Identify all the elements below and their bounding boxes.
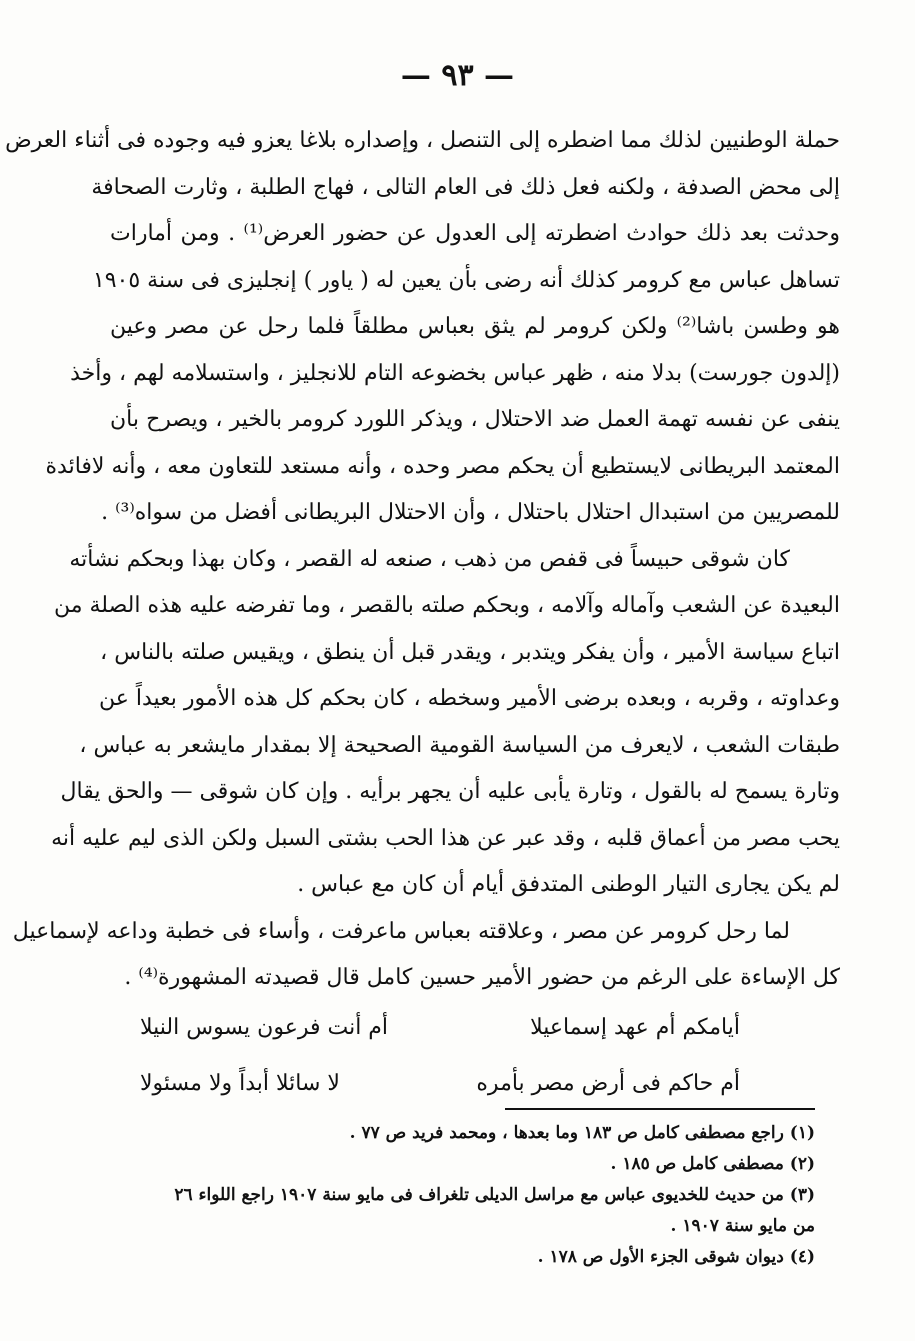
body-line: ينفى عن نفسه تهمة العمل ضد الاحتلال ، ويذكر اللورد كرومر بالخير ، ويصرح بأن bbox=[110, 407, 840, 432]
body-line: تساهل عباس مع كرومر كذلك أنه رضى بأن يعين له ( ياور ) إنجليزى فى سنة ١٩٠٥ bbox=[92, 267, 840, 293]
body-line: لم يكن يجارى التيار الوطنى المتدفق أيام أن كان مع عباس . bbox=[297, 872, 840, 897]
body-line: اتباع سياسة الأمير ، وأن يفكر ويتدبر ، ويقدر قبل أن ينطق ، ويقيس صلته بالناس ، bbox=[100, 639, 840, 665]
body-line: المعتمد البريطانى لايستطيع أن يحكم مصر وحده ، وأنه مستعد للتعاون معه ، وأنه لافائدة bbox=[45, 453, 840, 479]
verse-first-hemistich: أيامكم أم عهد إسماعيلا bbox=[530, 1015, 740, 1040]
body-line: كان شوقى حبيساً فى قفص من ذهب ، صنعه له القصر ، وكان بهذا وبحكم نشأته bbox=[69, 546, 790, 572]
verse-second-hemistich: أم أنت فرعون يسوس النيلا bbox=[140, 1015, 389, 1040]
footnote: (٢) مصطفى كامل ص ١٨٥ . bbox=[610, 1154, 815, 1174]
poem-verse bbox=[140, 1056, 740, 1112]
body-line: لما رحل كرومر عن مصر ، وعلاقته بعباس ماعرفت ، وأساء فى خطبة وداعه لإسماعيل bbox=[12, 918, 790, 944]
poem bbox=[140, 1000, 740, 1112]
body-line: وعداوته ، وقربه ، وبعده برضى الأمير وسخطه ، كان بحكم كل هذه الأمور بعيداً عن bbox=[99, 686, 840, 711]
body-line: يحب مصر من أعماق قلبه ، وقد عبر عن هذا الحب بشتى السبل ولكن الذى ليم عليه أنه bbox=[51, 825, 840, 851]
page-number: — ٩٣ — bbox=[400, 58, 515, 93]
footnotes bbox=[80, 1118, 815, 1273]
body-line: حملة الوطنيين لذلك مما اضطره إلى التنصل ، وإصداره بلاغا يعزو فيه وجوده فى أثناء العرض bbox=[5, 128, 840, 153]
footnote-continuation: من مايو سنة ١٩٠٧ . bbox=[670, 1216, 815, 1236]
footnote-divider bbox=[505, 1108, 815, 1110]
footnote: (١) راجع مصطفى كامل ص ١٨٣ وما بعدها ، ومحمد فريد ص ٧٧ . bbox=[349, 1123, 815, 1143]
body-line: هو وطسن باشا⁽²⁾ ولكن كرومر لم يثق بعباس مطلقاً فلما رحل عن مصر وعين bbox=[110, 314, 841, 339]
body-line: (إلدون جورست) بدلا منه ، ظهر عباس بخضوعه التام للانجليز ، واستسلامه لهم ، وأخذ bbox=[70, 360, 840, 386]
verse-first-hemistich: أم حاكم فى أرض مصر بأمره bbox=[476, 1071, 740, 1096]
body-line: طبقات الشعب ، لايعرف من السياسة القومية الصحيحة إلا بمقدار مايشعر به عباس ، bbox=[79, 732, 840, 758]
body-line: وتارة يسمح له بالقول ، وتارة يأبى عليه أن يجهر برأيه . وإن كان شوقى — والحق يقال bbox=[60, 779, 840, 804]
verse-second-hemistich: لا سائلا أبداً ولا مسئولا bbox=[140, 1071, 340, 1096]
body-text bbox=[5, 118, 841, 1002]
poem-verse bbox=[140, 1000, 740, 1056]
body-line: كل الإساءة على الرغم من حضور الأمير حسين كامل قال قصيدته المشهورة⁽⁴⁾ . bbox=[124, 965, 840, 990]
body-line: للمصريين من استبدال احتلال باحتلال ، وأن الاحتلال البريطانى أفضل من سواه⁽³⁾ . bbox=[101, 500, 840, 525]
footnote: (٣) من حديث للخديوى عباس مع مراسل الديلى تلغراف فى مايو سنة ١٩٠٧ راجع اللواء ٢٦ bbox=[174, 1185, 815, 1205]
footnote: (٤) ديوان شوقى الجزء الأول ص ١٧٨ . bbox=[537, 1247, 815, 1267]
body-line: إلى محض الصدفة ، ولكنه فعل ذلك فى العام التالى ، فهاج الطلبة ، وثارت الصحافة bbox=[91, 174, 840, 200]
body-line: وحدثت بعد ذلك حوادث اضطرته إلى العدول عن حضور العرض⁽¹⁾ . ومن أمارات bbox=[110, 221, 841, 246]
body-line: البعيدة عن الشعب وآماله وآلامه ، وبحكم صلته بالقصر ، وما تفرضه عليه هذه الصلة من bbox=[53, 593, 840, 618]
